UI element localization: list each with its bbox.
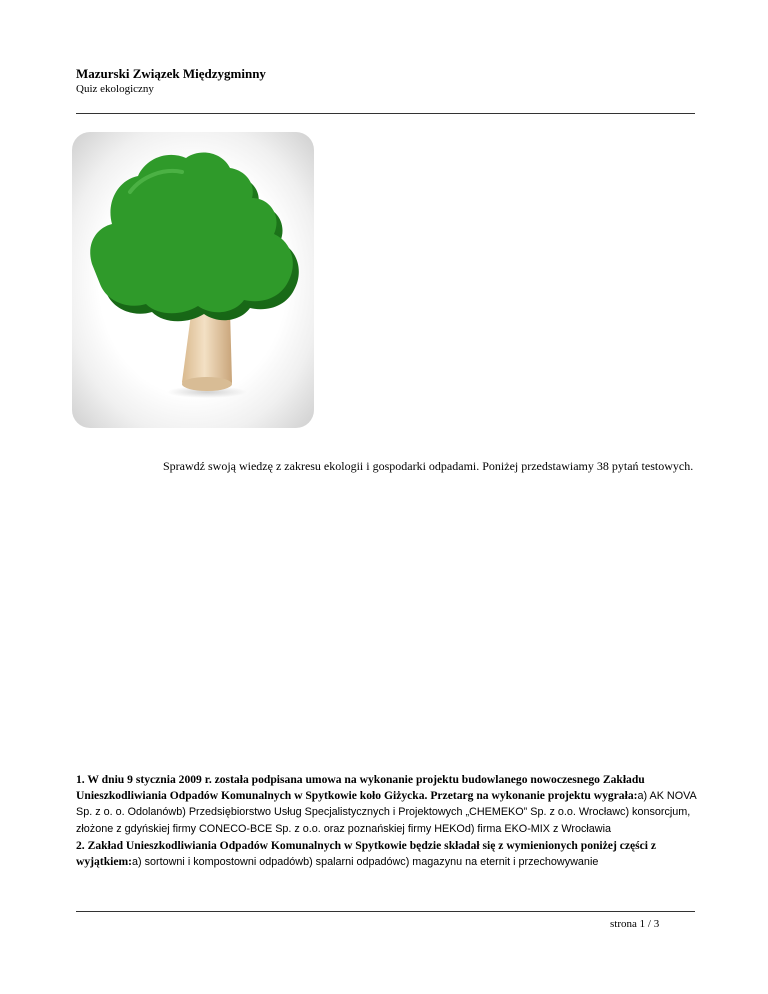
footer-divider [76, 911, 695, 912]
page-number: strona 1 / 3 [610, 918, 660, 930]
question-item [76, 838, 701, 870]
question-answers: a) AK NOVA Sp. z o. o. Odolanówb) Przedsiębiorstwo Usług Specjalistycznych i Projektowych „CHEMEKO” Sp. z o.o. Wrocławc) konsorcjum, złożone z gdyńskiej firmy CONECO-BCE Sp. z o.o. oraz poznańskiej firmy HEKOd) firma EKO-MIX z Wrocławia [76, 789, 697, 836]
site-subtitle: Quiz ekologiczny [76, 83, 154, 95]
question-text: 1. W dniu 9 stycznia 2009 r. została podpisana umowa na wykonanie projektu budowlanego nowoczesnego Zakładu Unieszkodliwiania Odpadów Komunalnych w Spytkowie koło Giżycka. Przetarg na wykonanie projektu wygrała: [76, 773, 645, 802]
questions-section [76, 772, 701, 870]
intro-paragraph: Sprawdź swoją wiedzę z zakresu ekologii i gospodarki odpadami. Poniżej przedstawiamy 38 pytań testowych. [163, 459, 694, 473]
question-answers: a) sortowni i kompostowni odpadówb) spalarni odpadówc) magazynu na eternit i przechowywanie [132, 855, 599, 868]
tree-photo [72, 132, 314, 428]
wooden-toy-tree-icon [72, 132, 314, 428]
site-title: Mazurski Związek Międzygminny [76, 66, 266, 81]
document-header [76, 66, 696, 96]
header-divider [76, 113, 695, 114]
question-text: 2. Zakład Unieszkodliwiania Odpadów Komunalnych w Spytkowie będzie składał się z wymienionych poniżej części z wyjątkiem: [76, 838, 657, 868]
question-item [76, 772, 701, 838]
